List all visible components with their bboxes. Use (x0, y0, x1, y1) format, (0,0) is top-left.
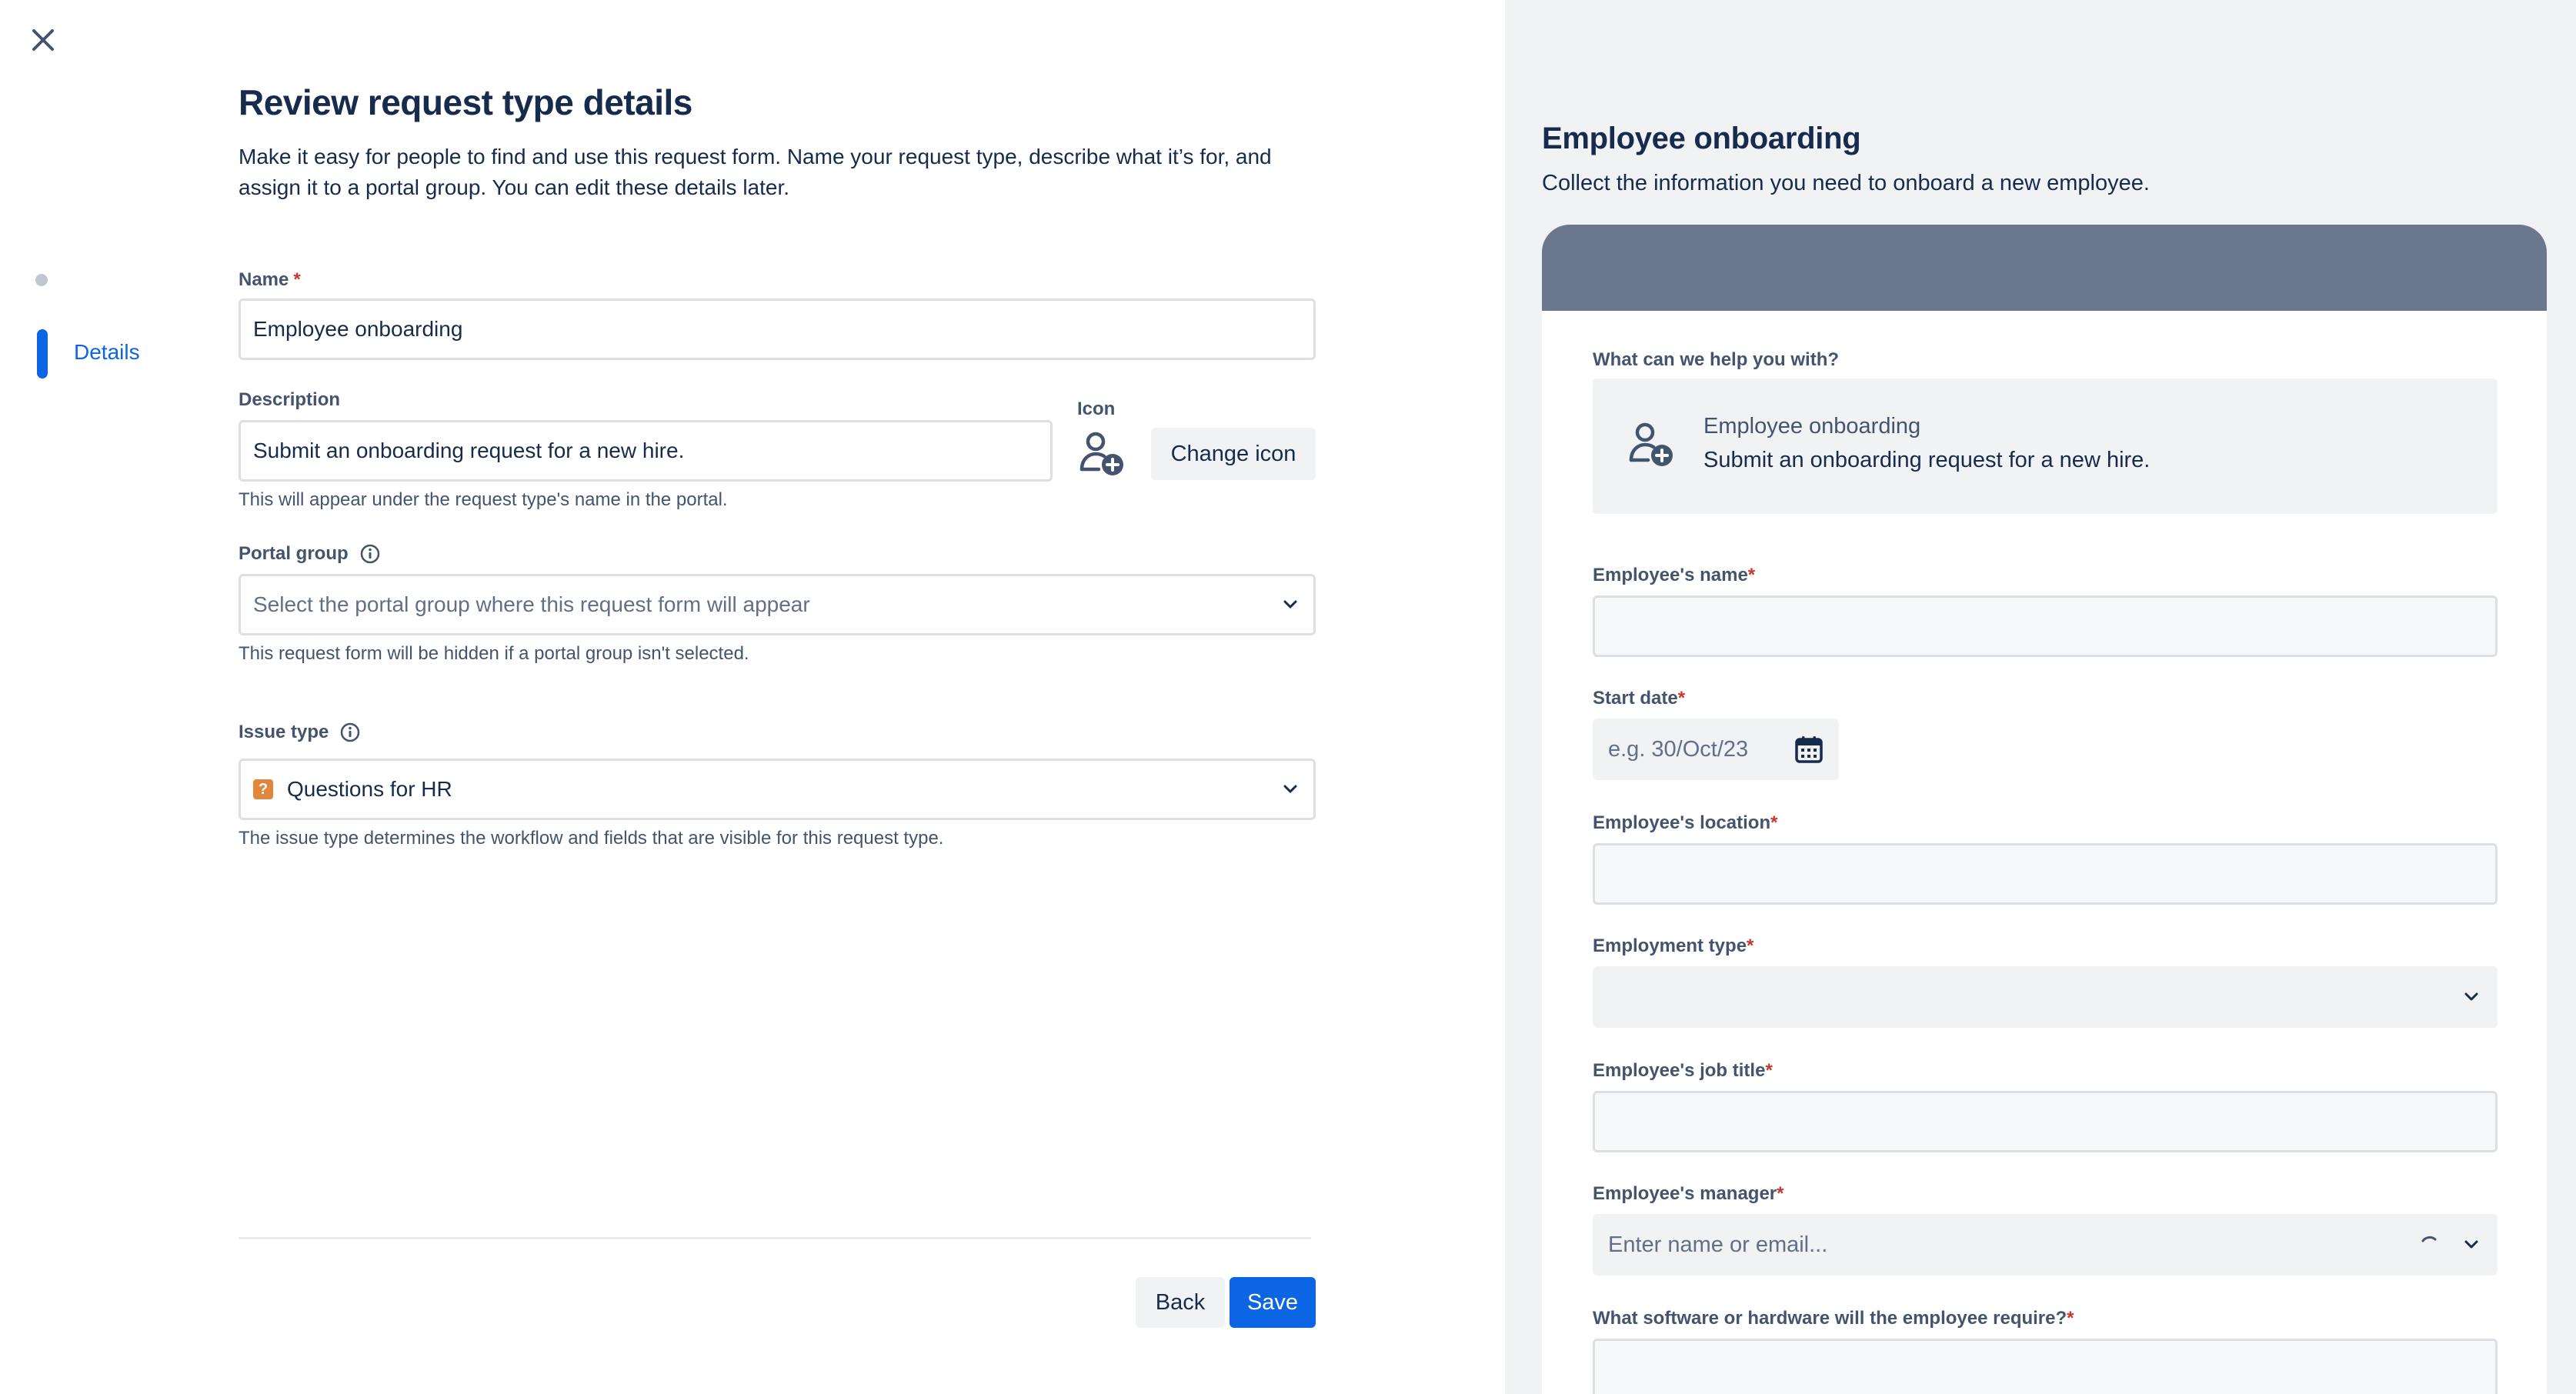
preview-subtitle: Collect the information you need to onboard a new employee. (1542, 171, 2150, 195)
job-title-label (1593, 1060, 1773, 1082)
description-label (239, 389, 340, 411)
portal-group-label (239, 543, 381, 565)
step-indicator-inactive (35, 274, 48, 286)
name-label-text: Name (239, 269, 289, 290)
preview-banner (1542, 225, 2547, 311)
portal-group-label-text: Portal group (239, 543, 349, 564)
employee-name-label (1593, 565, 1755, 586)
person-add-icon (1079, 429, 1128, 479)
chevron-down-icon (1280, 779, 1301, 800)
software-hardware-label (1593, 1308, 2074, 1329)
portal-group-placeholder: Select the portal group where this request form will appear (253, 592, 810, 616)
employment-type-select[interactable] (1593, 966, 2498, 1028)
loading-spinner-icon (2419, 1234, 2441, 1256)
request-type-card[interactable] (1593, 379, 2498, 514)
software-hardware-input[interactable] (1593, 1339, 2498, 1394)
description-input-value: Submit an onboarding request for a new hire. (253, 439, 685, 462)
page-intro: Make it easy for people to find and use this request form. Name your request type, describe what it’s for, and assign it to a portal group. You can edit these details later. (239, 145, 1272, 199)
required-marker: * (2067, 1308, 2074, 1329)
portal-preview-panel (1505, 0, 2576, 1394)
start-date-label-text: Start date (1593, 688, 1678, 709)
required-marker: * (1777, 1183, 1784, 1204)
start-date-placeholder: e.g. 30/Oct/23 (1608, 736, 1749, 762)
description-helper: This will appear under the request type's name in the portal. (239, 489, 728, 510)
required-marker: * (293, 269, 301, 290)
start-date-label (1593, 688, 1685, 709)
question-issue-icon: ? (253, 779, 273, 799)
close-button[interactable] (26, 23, 60, 57)
employment-type-label-text: Employment type (1593, 935, 1747, 956)
close-icon (31, 28, 55, 52)
required-marker: * (1765, 1060, 1773, 1081)
employee-location-label-text: Employee's location (1593, 812, 1771, 833)
chevron-down-icon (2461, 1234, 2482, 1256)
issue-type-value: Questions for HR (287, 777, 452, 801)
footer-divider (239, 1237, 1311, 1239)
issue-type-helper: The issue type determines the workflow and fields that are visible for this request type. (239, 828, 944, 849)
preview-card (1542, 225, 2547, 1394)
icon-label: Icon (1077, 399, 1116, 419)
info-icon[interactable] (359, 543, 381, 565)
manager-placeholder: Enter name or email... (1608, 1232, 1828, 1257)
page-title: Review request type details (239, 82, 692, 122)
required-marker: * (1677, 688, 1686, 709)
job-title-label-text: Employee's job title (1593, 1060, 1766, 1081)
manager-label-text: Employee's manager (1593, 1183, 1777, 1204)
required-marker: * (1770, 812, 1778, 833)
manager-label (1593, 1183, 1784, 1205)
name-input-value: Employee onboarding (253, 317, 463, 341)
issue-type-label-text: Issue type (239, 722, 329, 742)
name-input[interactable] (239, 298, 1316, 360)
required-marker: * (1747, 935, 1754, 956)
name-label (239, 269, 301, 291)
employee-location-label (1593, 812, 1777, 834)
change-icon-button[interactable]: Change icon (1151, 428, 1316, 480)
step-indicator-active (37, 329, 48, 379)
save-button[interactable]: Save (1230, 1277, 1316, 1328)
info-icon[interactable] (339, 722, 361, 743)
manager-picker-controls (2419, 1234, 2482, 1256)
issue-type-label (239, 722, 361, 743)
step-label-details[interactable]: Details (74, 340, 140, 364)
issue-type-selected (253, 777, 452, 802)
employee-name-label-text: Employee's name (1593, 565, 1748, 585)
calendar-icon[interactable] (1794, 735, 1824, 764)
person-add-icon (1628, 420, 1677, 469)
chevron-down-icon (2461, 986, 2482, 1008)
back-button[interactable]: Back (1136, 1277, 1225, 1328)
portal-group-helper: This request form will be hidden if a portal group isn't selected. (239, 643, 749, 664)
help-label: What can we help you with? (1593, 349, 1840, 370)
employee-location-input[interactable] (1593, 843, 2498, 905)
issue-type-select[interactable] (239, 759, 1316, 820)
request-type-name: Employee onboarding (1703, 414, 1921, 439)
description-input[interactable] (239, 420, 1053, 482)
description-label-text: Description (239, 389, 341, 410)
required-marker: * (1747, 565, 1756, 585)
preview-title: Employee onboarding (1542, 122, 1861, 155)
manager-picker[interactable] (1593, 1214, 2498, 1276)
employee-name-input[interactable] (1593, 595, 2498, 657)
job-title-input[interactable] (1593, 1091, 2498, 1152)
portal-group-select[interactable] (239, 574, 1316, 635)
employment-type-label (1593, 935, 1753, 957)
request-type-description: Submit an onboarding request for a new hire. (1703, 448, 2151, 472)
software-hardware-label-text: What software or hardware will the employee require? (1593, 1308, 2067, 1329)
chevron-down-icon (1280, 594, 1301, 615)
start-date-picker[interactable] (1593, 719, 1839, 780)
